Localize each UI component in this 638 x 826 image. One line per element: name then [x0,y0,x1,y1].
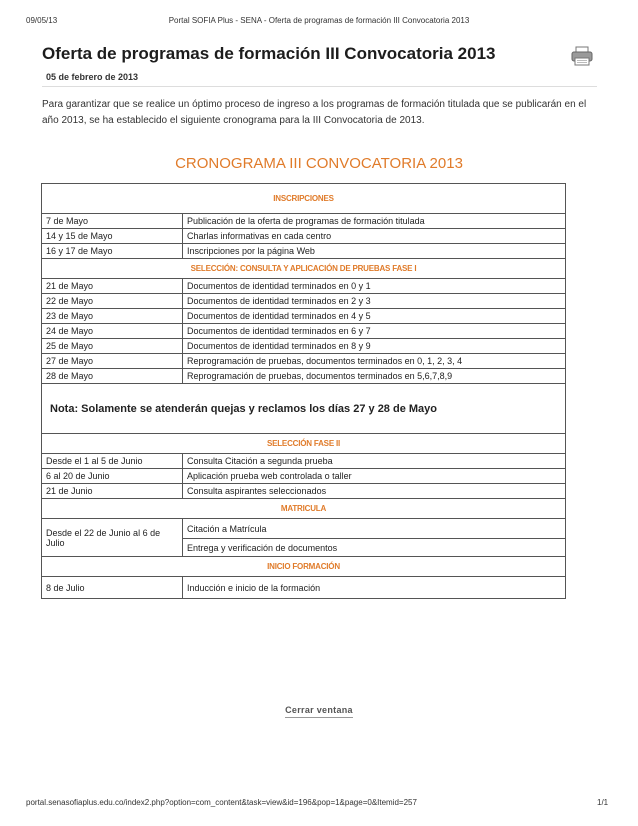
page-number: 1/1 [597,798,609,807]
row-date: 25 de Mayo [42,339,183,354]
row-date: 24 de Mayo [42,324,183,339]
section-header-seleccion-fase-2: SELECCIÓN FASE II [42,434,566,454]
printer-icon[interactable] [571,46,593,66]
table-row [42,214,566,229]
table-row [42,229,566,244]
row-date: 7 de Mayo [42,214,183,229]
row-date: 21 de Junio [42,484,183,499]
row-desc: Charlas informativas en cada centro [183,229,566,244]
row-desc: Aplicación prueba web controlada o taller [183,469,566,484]
row-date: 22 de Mayo [42,294,183,309]
article-title: Oferta de programas de formación III Convocatoria 2013 [42,44,496,63]
print-page-title: Portal SOFIA Plus - SENA - Oferta de programas de formación III Convocatoria 2013 [168,16,470,25]
table-row [42,339,566,354]
table-row [42,369,566,384]
row-date: 23 de Mayo [42,309,183,324]
row-desc: Reprogramación de pruebas, documentos terminados en 0, 1, 2, 3, 4 [183,354,566,369]
row-desc: Documentos de identidad terminados en 0 y 1 [183,279,566,294]
row-date: 27 de Mayo [42,354,183,369]
print-header [0,14,638,26]
row-date: 14 y 15 de Mayo [42,229,183,244]
schedule-title: CRONOGRAMA III CONVOCATORIA 2013 [175,155,463,172]
section-header-matricula: MATRICULA [42,499,566,519]
row-desc: Reprogramación de pruebas, documentos terminados en 5,6,7,8,9 [183,369,566,384]
table-row [42,244,566,259]
table-row [42,577,566,599]
row-date: 8 de Julio [42,577,183,599]
row-desc: Documentos de identidad terminados en 4 y 5 [183,309,566,324]
row-desc: Documentos de identidad terminados en 8 y 9 [183,339,566,354]
table-row [42,324,566,339]
close-window-link[interactable]: Cerrar ventana [285,705,353,718]
section-header-inicio-formacion: INICIO FORMACIÓN [42,557,566,577]
row-date: 28 de Mayo [42,369,183,384]
article-date: 05 de febrero de 2013 [42,71,597,87]
print-url: portal.senasofiaplus.edu.co/index2.php?option=com_content&task=view&id=196&pop=1&page=0&Itemid=257 [26,798,417,807]
row-date: Desde el 1 al 5 de Junio [42,454,183,469]
section-header-seleccion-fase-1: SELECCIÓN: CONSULTA Y APLICACIÓN DE PRUEBAS FASE I [42,259,566,279]
row-desc: Entrega y verificación de documentos [183,539,566,557]
close-window-container [0,705,638,715]
row-date: 6 al 20 de Junio [42,469,183,484]
table-row [42,354,566,369]
table-row [42,279,566,294]
row-desc: Inducción e inicio de la formación [183,577,566,599]
table-row [42,309,566,324]
table-row [42,469,566,484]
table-row [42,484,566,499]
row-desc: Consulta aspirantes seleccionados [183,484,566,499]
row-date: Desde el 22 de Junio al 6 de Julio [42,519,183,557]
row-desc: Citación a Matrícula [183,519,566,539]
row-desc: Consulta Citación a segunda prueba [183,454,566,469]
section-header-inscripciones: INSCRIPCIONES [42,184,566,214]
schedule-table [41,183,566,599]
row-desc: Publicación de la oferta de programas de formación titulada [183,214,566,229]
print-date: 09/05/13 [26,16,58,25]
intro-paragraph: Para garantizar que se realice un óptimo proceso de ingreso a los programas de formación titulada que se publicarán en el año 2013, se ha establecido el siguiente cronograma para la III Convocatoria de 2013. [42,99,587,126]
table-row [42,519,566,539]
row-date: 21 de Mayo [42,279,183,294]
row-date: 16 y 17 de Mayo [42,244,183,259]
table-row [42,294,566,309]
table-row [42,454,566,469]
complaints-note: Nota: Solamente se atenderán quejas y reclamos los días 27 y 28 de Mayo [42,384,566,434]
row-desc: Documentos de identidad terminados en 6 y 7 [183,324,566,339]
row-desc: Documentos de identidad terminados en 2 y 3 [183,294,566,309]
row-desc: Inscripciones por la página Web [183,244,566,259]
